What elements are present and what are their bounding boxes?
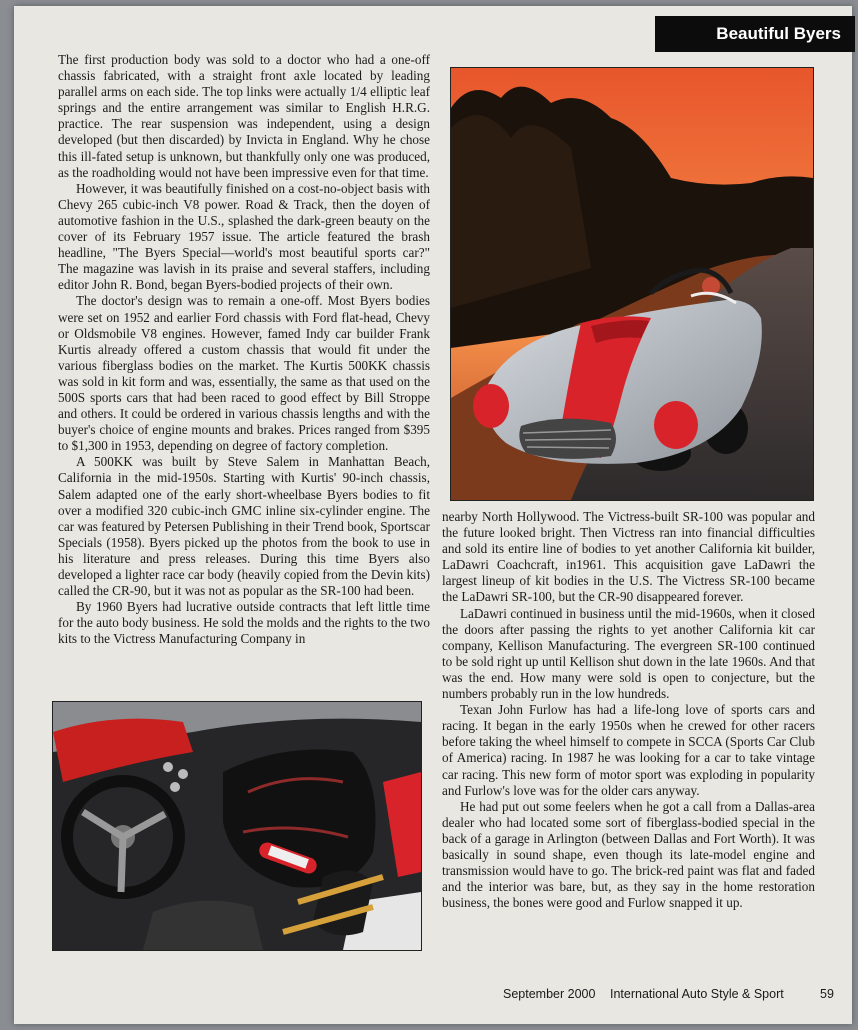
paragraph: He had put out some feelers when he got a call from a Dallas-area dealer who had located some sort of fiberglass-bodied special in the back of a garage in Arlington (between Dallas and Fort Worth). It was basically in sound shape, even though its late-model engine and transmission would have to go. The brick-red paint was flat and faded and the interior was bare, but, as they say in the home restoration business, the bones were good and Furlow snapped it up.: [442, 798, 815, 911]
paragraph: nearby North Hollywood. The Victress-built SR-100 was popular and the future looked bright. Then Victress ran into financial difficulties and sold its entire line of bodies to yet another California kit builder, LaDawri Coachcraft, in1961. This acquisition gave LaDawri the largest lineup of kit bodies in the U.S. The Victress SR-100 became the LaDawri SR-100, but the CR-90 disappeared forever.: [442, 509, 815, 605]
section-title: Beautiful Byers: [655, 16, 855, 52]
cockpit-photo-illustration: [53, 702, 421, 950]
issue-date: September 2000: [503, 987, 596, 1001]
paragraph: The doctor's design was to remain a one-off. Most Byers bodies were set on 1952 and earlier Ford chassis with Ford flat-head, Chevy or Oldsmobile V8 engines. However, famed Indy car builder Frank Kurtis already offered a custom chassis that would fit under the various fiberglass bodies on the market. The Kurtis 500KK chassis was sold in kit form and was, essentially, the same as that used on the 500S sports cars that had been raced to good effect by Bill Stroppe and others. It could be ordered in various chassis lengths and with the buyer's choice of engine mounts and brakes. Prices ranged from $395 to $1,300 in 1953, depending on degree of factory completion.: [58, 293, 430, 454]
paragraph: LaDawri continued in business until the mid-1960s, when it closed the doors after passing the rights to yet another California kit car company, Kellison Manufacturing. The evergreen SR-100 continued to be sold right up until Kellison shut down in the late 1960s. And that was the end. How many were sold is open to conjecture, but the numbers probably run in the low hundreds.: [442, 605, 815, 702]
cockpit-photo: [52, 701, 422, 951]
car-photo-illustration: [451, 68, 813, 500]
paragraph: A 500KK was built by Steve Salem in Manhattan Beach, California in the mid-1950s. Starting with Kurtis' 90-inch chassis, Salem adapted one of the early short-wheelbase Byers bodies to fit over a modified 320 cubic-inch GMC inline six-cylinder engine. The car was featured by Petersen Publishing in their Trend book, Sportscar Specials (1958). Byers picked up the photos from the book to use in his literature and press releases. During this time Byers also developed a lighter race car body (heavily copied from the Devin kits) called the CR-90, but it was not as popular as the SR-100 had been.: [58, 454, 430, 599]
article-column-right: [442, 509, 815, 911]
car-photo: [450, 67, 814, 501]
paragraph: The first production body was sold to a doctor who had a one-off chassis fabricated, with a straight front axle located by leading parallel arms on each side. The top links were actually 1/4 elliptic leaf springs and the entire arrangement was similar to English H.R.G. practice. The rear suspension was independent, using a design developed (but then discarded) by Invicta in England. Why he chose this ill-fated setup is unknown, but thankfully only one was produced, as the roadholding would not have been impressive even for that time.: [58, 52, 430, 180]
paragraph: However, it was beautifully finished on a cost-no-object basis with Chevy 265 cubic-inch V8 power. Road & Track, then the doyen of automotive fashion in the U.S., splashed the dark-green beauty on the cover of its February 1957 issue. The article featured the brash headline, "The Byers Special—world's most beautiful sports car?" The magazine was lavish in its praise and several staffers, including editor John R. Bond, began Byers-bodied projects of their own.: [58, 180, 430, 293]
paragraph: Texan John Furlow has had a life-long love of sports cars and racing. It began in the early 1950s when he crewed for other racers before taking the wheel himself to compete in SCCA (Sports Car Club of America) racing. In 1987 he was looking for a car to take vintage car racing. This new form of motor sport was exploding in popularity and Furlow's love was for the older cars anyway.: [442, 702, 815, 798]
magazine-name: International Auto Style & Sport: [610, 987, 784, 1001]
paragraph: By 1960 Byers had lucrative outside contracts that left little time for the auto body business. He sold the molds and the rights to the two kits to the Victress Manufacturing Company in: [58, 599, 430, 647]
page-number: 59: [820, 987, 834, 1001]
article-column-left: [58, 52, 430, 647]
